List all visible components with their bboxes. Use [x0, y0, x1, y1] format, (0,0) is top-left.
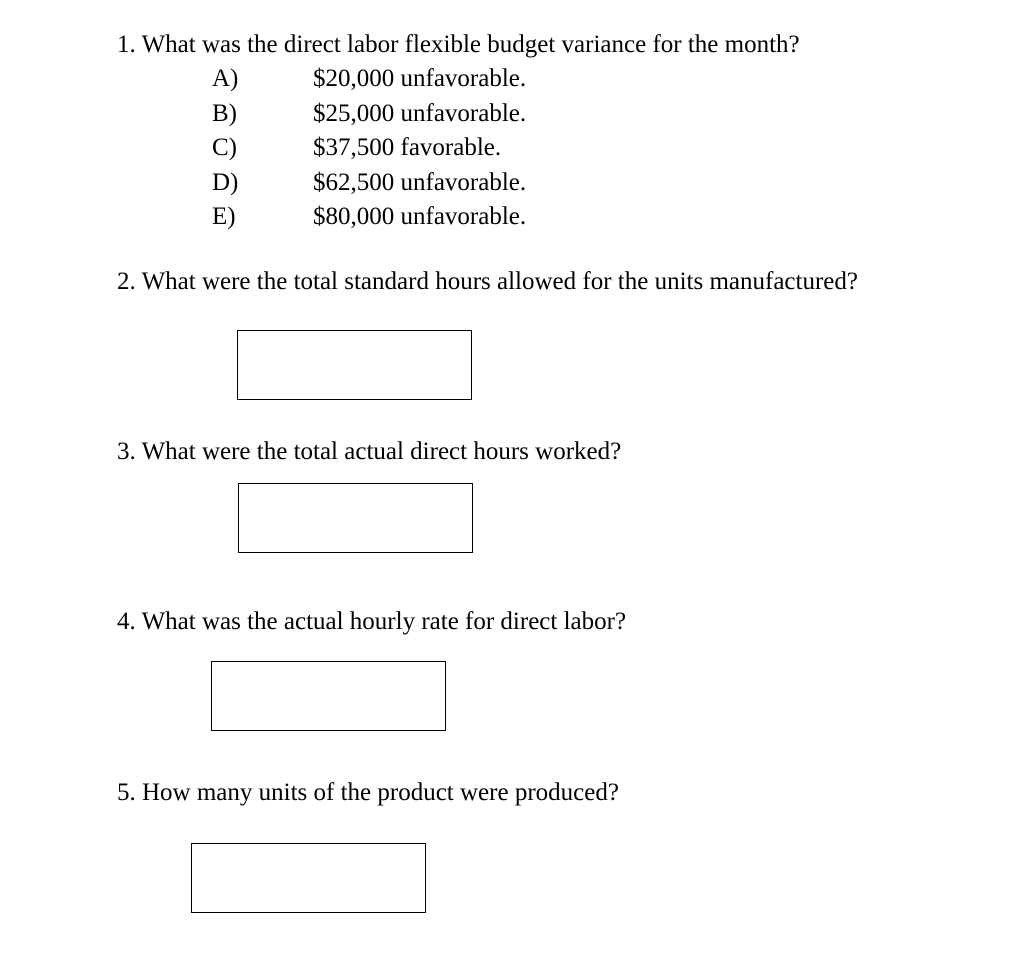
question-1-number: 1.: [117, 31, 136, 58]
question-4-text: What was the actual hourly rate for direct labor?: [141, 608, 627, 635]
question-2-answer-input[interactable]: [237, 330, 472, 400]
question-3-answer-input[interactable]: [238, 483, 473, 553]
choice-a-letter: A): [212, 65, 239, 92]
choice-e-text: $80,000 unfavorable.: [313, 203, 527, 230]
choice-c-text: $37,500 favorable.: [313, 134, 502, 161]
question-5-number: 5.: [117, 779, 136, 806]
question-1-text: What was the direct labor flexible budget variance for the month?: [141, 31, 800, 58]
choice-b-text: $25,000 unfavorable.: [313, 99, 527, 127]
question-4: [117, 607, 626, 637]
question-2-text: What were the total standard hours allowed for the units manufactured?: [141, 268, 858, 295]
question-3-number: 3.: [117, 438, 136, 465]
choice-c-letter: C): [212, 134, 237, 161]
question-4-number: 4.: [117, 608, 136, 635]
choice-a-text: $20,000 unfavorable.: [313, 65, 527, 92]
question-3-text: What were the total actual direct hours worked?: [141, 438, 622, 465]
choice-b-letter: B): [212, 99, 237, 127]
question-1: [117, 30, 800, 60]
question-3: [117, 437, 621, 467]
question-5-answer-input[interactable]: [191, 843, 426, 913]
question-5-text: How many units of the product were produced?: [142, 779, 619, 806]
choice-e-letter: E): [212, 203, 236, 230]
choice-d-letter: D): [212, 168, 239, 196]
question-2-number: 2.: [117, 268, 136, 295]
question-2: [117, 267, 858, 297]
question-4-answer-input[interactable]: [211, 661, 446, 731]
choice-d-text: $62,500 unfavorable.: [313, 168, 527, 196]
question-5: [117, 778, 619, 808]
